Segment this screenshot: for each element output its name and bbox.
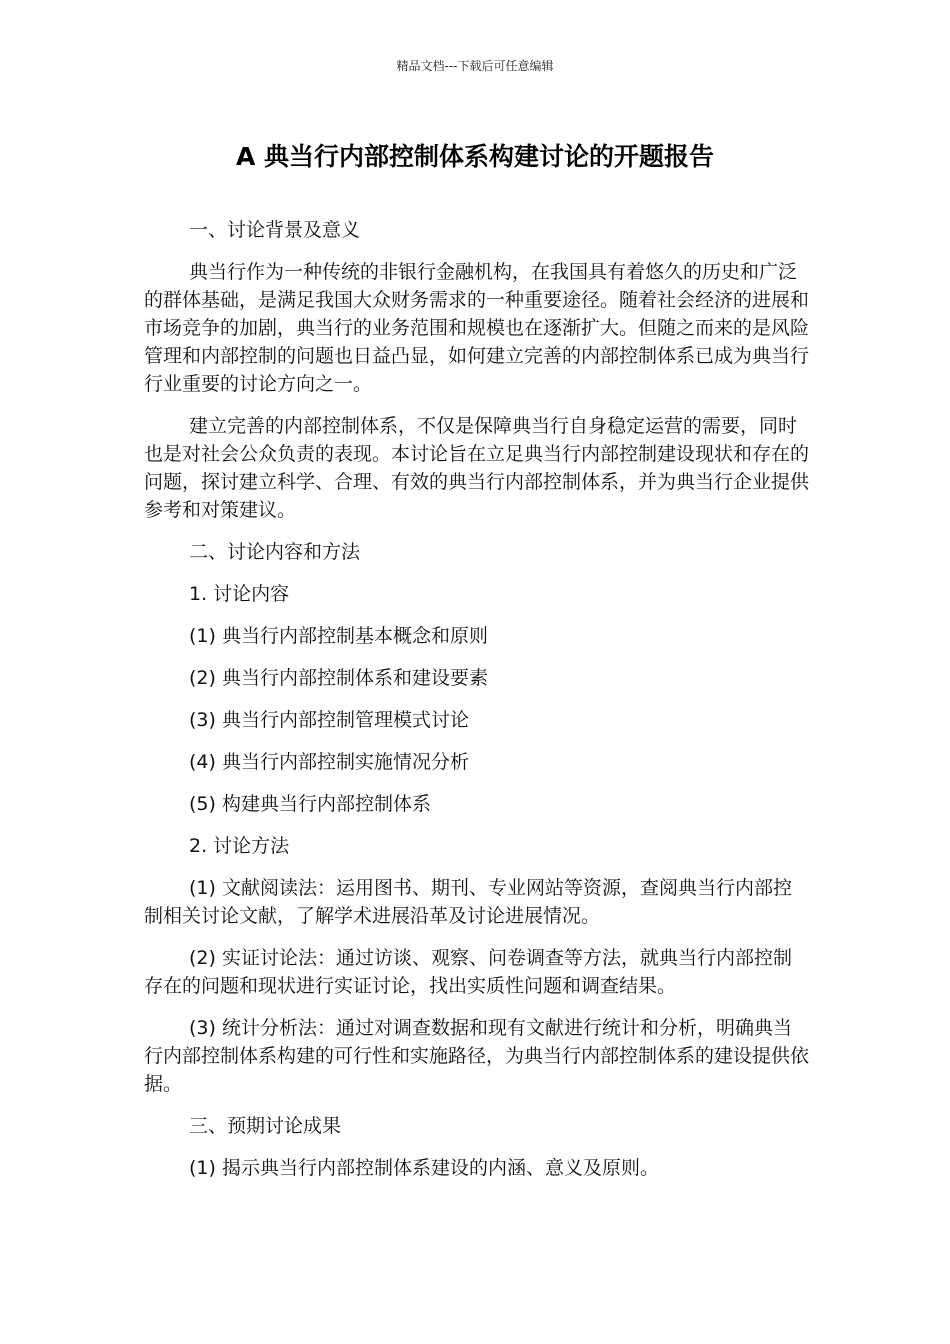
list-item-content-2: (2) 典当行内部控制体系和建设要素 xyxy=(189,667,488,689)
section-heading-background: 一、讨论背景及意义 xyxy=(189,219,361,241)
subheading-content: 1. 讨论内容 xyxy=(189,583,290,605)
list-item-method-1: (1) 文献阅读法：运用图书、期刊、专业网站等资源，查阅典当行内部控制相关讨论文献，了解学术进展沿革及讨论进展情况。 xyxy=(144,877,792,927)
section-heading-content-methods: 二、讨论内容和方法 xyxy=(189,541,361,563)
paragraph-background-1: 典当行作为一种传统的非银行金融机构，在我国具有着悠久的历史和广泛的群体基础，是满足我国大众财务需求的一种重要途径。随着社会经济的进展和市场竞争的加剧，典当行的业务范围和规模也在逐渐扩大。但随之而来的是风险管理和内部控制的问题也日益凸显，如何建立完善的内部控制体系已成为典当行行业重要的讨论方向之一。 xyxy=(144,261,810,395)
header-note: 精品文档---下载后可任意编辑 xyxy=(396,59,554,73)
list-item-content-3: (3) 典当行内部控制管理模式讨论 xyxy=(189,709,469,731)
list-item-method-2: (2) 实证讨论法：通过访谈、观察、问卷调查等方法，就典当行内部控制存在的问题和现状进行实证讨论，找出实质性问题和调查结果。 xyxy=(144,947,792,997)
section-heading-expected-results: 三、预期讨论成果 xyxy=(189,1115,342,1137)
list-item-content-5: (5) 构建典当行内部控制体系 xyxy=(189,793,431,815)
document-body xyxy=(144,216,809,1196)
list-item-content-4: (4) 典当行内部控制实施情况分析 xyxy=(189,751,469,773)
list-item-result-1: (1) 揭示典当行内部控制体系建设的内涵、意义及原则。 xyxy=(189,1157,659,1179)
list-item-method-3: (3) 统计分析法：通过对调查数据和现有文献进行统计和分析，明确典当行内部控制体系构建的可行性和实施路径，为典当行内部控制体系的建设提供依据。 xyxy=(144,1017,810,1095)
paragraph-background-2: 建立完善的内部控制体系，不仅是保障典当行自身稳定运营的需要，同时也是对社会公众负责的表现。本讨论旨在立足典当行内部控制建设现状和存在的问题，探讨建立科学、合理、有效的典当行内部控制体系，并为典当行企业提供参考和对策建议。 xyxy=(144,415,810,521)
subheading-methods: 2. 讨论方法 xyxy=(189,835,290,857)
document-title: A 典当行内部控制体系构建讨论的开题报告 xyxy=(235,142,715,171)
list-item-content-1: (1) 典当行内部控制基本概念和原则 xyxy=(189,625,488,647)
